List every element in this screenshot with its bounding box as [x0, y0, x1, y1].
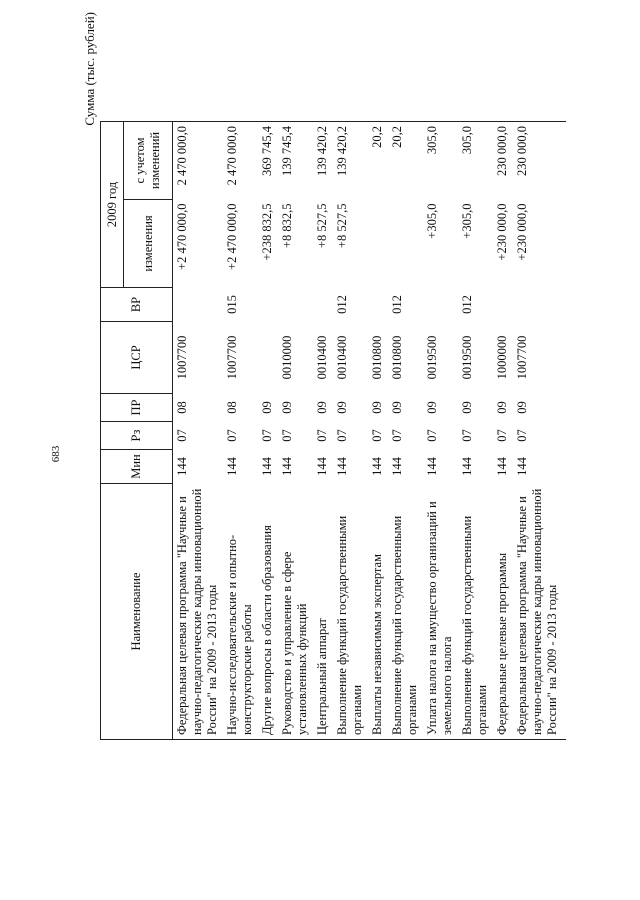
- cell-name: Федеральная целевая программа "Научные и научно-педагогические кадры инновационной России" на 2009 - 2013 годы: [513, 484, 566, 740]
- cell-total: 139 745,4: [278, 121, 313, 199]
- cell-min: 144: [390, 457, 404, 476]
- cell-change: +238 832,5: [260, 203, 274, 261]
- cell-total: 369 745,4: [258, 121, 278, 199]
- cell-pr: 09: [335, 401, 349, 414]
- cell-change: +230 000,0: [515, 203, 529, 261]
- cell-vr: [173, 288, 224, 322]
- header-year: 2009 год: [101, 121, 124, 287]
- cell-vr: [258, 288, 278, 322]
- cell-rz: 07: [390, 429, 404, 442]
- header-changes: изменения: [124, 200, 173, 288]
- cell-min: 144: [225, 457, 239, 476]
- cell-min: 144: [495, 457, 509, 476]
- cell-name: Федеральная целевая программа "Научные и научно-педагогические кадры инновационной России" на 2009 - 2013 годы: [173, 484, 224, 740]
- cell-total: 230 000,0: [513, 121, 566, 199]
- cell-vr: [278, 288, 313, 322]
- cell-min: 144: [315, 457, 329, 476]
- cell-csr: 0010400: [335, 335, 349, 380]
- cell-rz: 07: [370, 429, 384, 442]
- cell-pr: 08: [225, 401, 239, 414]
- header-csr: ЦСР: [101, 322, 173, 394]
- table-row: [333, 121, 368, 739]
- cell-vr: 012: [460, 295, 474, 314]
- cell-pr: 09: [390, 401, 404, 414]
- cell-change: [388, 200, 423, 288]
- cell-total: 305,0: [423, 121, 458, 199]
- cell-change: +2 470 000,0: [175, 203, 189, 270]
- cell-vr: [313, 288, 333, 322]
- cell-total: 230 000,0: [493, 121, 513, 199]
- cell-total: 20,2: [388, 121, 423, 199]
- cell-pr: 08: [175, 401, 189, 414]
- cell-total: 139 420,2: [333, 121, 368, 199]
- table-row: [173, 121, 224, 739]
- cell-change: +8 832,5: [280, 203, 294, 249]
- cell-pr: 09: [460, 401, 474, 414]
- cell-total: 2 470 000,0: [173, 121, 224, 199]
- table-row: [223, 121, 258, 739]
- cell-rz: 07: [515, 429, 529, 442]
- table-row: [513, 121, 566, 739]
- cell-csr: 1007700: [515, 335, 529, 380]
- cell-name: Научно-исследовательские и опытно-конструкторские работы: [223, 484, 258, 740]
- cell-name: Выполнение функций государственными органами: [333, 484, 368, 740]
- cell-csr: 0019500: [425, 335, 439, 380]
- cell-pr: 09: [280, 401, 294, 414]
- budget-table: [100, 121, 566, 740]
- cell-min: 144: [260, 457, 274, 476]
- rotated-page: [80, 0, 640, 900]
- cell-min: 144: [425, 457, 439, 476]
- cell-csr: 1007700: [225, 335, 239, 380]
- cell-change: +8 527,5: [335, 203, 349, 249]
- cell-name: Выплаты независимым экспертам: [368, 484, 388, 740]
- cell-name: Центральный аппарат: [313, 484, 333, 740]
- cell-rz: 07: [280, 429, 294, 442]
- cell-csr: [258, 322, 278, 394]
- cell-change: +305,0: [460, 203, 474, 239]
- cell-pr: 09: [315, 401, 329, 414]
- cell-total: 2 470 000,0: [223, 121, 258, 199]
- cell-pr: 09: [260, 401, 274, 414]
- cell-name: Федеральные целевые программы: [493, 484, 513, 740]
- cell-vr: 012: [335, 295, 349, 314]
- cell-csr: 0010800: [390, 335, 404, 380]
- cell-rz: 07: [460, 429, 474, 442]
- cell-pr: 09: [515, 401, 529, 414]
- cell-change: [368, 200, 388, 288]
- cell-min: 144: [175, 457, 189, 476]
- table-row: [493, 121, 513, 739]
- table-row: [388, 121, 423, 739]
- cell-min: 144: [370, 457, 384, 476]
- cell-csr: 0010400: [315, 335, 329, 380]
- header-min: Мин: [101, 450, 173, 484]
- table-row: [458, 121, 493, 739]
- cell-change: +2 470 000,0: [225, 203, 239, 270]
- header-vr: ВР: [101, 288, 173, 322]
- cell-pr: 09: [370, 401, 384, 414]
- cell-change: +230 000,0: [495, 203, 509, 261]
- cell-csr: 0010000: [280, 335, 294, 380]
- cell-name: Выполнение функций государственными органами: [388, 484, 423, 740]
- page-number: 683: [50, 445, 62, 463]
- cell-min: 144: [335, 457, 349, 476]
- table-row: [278, 121, 313, 739]
- cell-change: +305,0: [425, 203, 439, 239]
- cell-vr: [513, 288, 566, 322]
- header-with-changes: с учетом изменений: [124, 121, 173, 199]
- cell-change: +8 527,5: [315, 203, 329, 249]
- cell-rz: 07: [335, 429, 349, 442]
- cell-min: 144: [280, 457, 294, 476]
- cell-pr: 09: [425, 401, 439, 414]
- table-row: [258, 121, 278, 739]
- cell-total: 305,0: [458, 121, 493, 199]
- cell-rz: 07: [260, 429, 274, 442]
- cell-csr: 0019500: [460, 335, 474, 380]
- cell-name: Руководство и управление в сфере установленных функций: [278, 484, 313, 740]
- units-label: Сумма (тыс. рублей): [82, 12, 97, 126]
- table-row: [368, 121, 388, 739]
- table-row: [313, 121, 333, 739]
- cell-rz: 07: [315, 429, 329, 442]
- cell-vr: [368, 288, 388, 322]
- cell-min: 144: [460, 457, 474, 476]
- cell-total: 139 420,2: [313, 121, 333, 199]
- cell-vr: [493, 288, 513, 322]
- header-pr: ПР: [101, 394, 173, 422]
- cell-name: Другие вопросы в области образования: [258, 484, 278, 740]
- table-row: [423, 121, 458, 739]
- cell-name: Уплата налога на имущество организаций и земельного налога: [423, 484, 458, 740]
- cell-min: 144: [515, 457, 529, 476]
- cell-rz: 07: [495, 429, 509, 442]
- cell-vr: [423, 288, 458, 322]
- cell-vr: 015: [225, 295, 239, 314]
- header-rz: Рз: [101, 422, 173, 450]
- cell-vr: 012: [390, 295, 404, 314]
- cell-csr: 1007700: [175, 335, 189, 380]
- cell-total: 20,2: [368, 121, 388, 199]
- header-name: Наименование: [101, 484, 173, 740]
- cell-rz: 07: [425, 429, 439, 442]
- cell-csr: 1000000: [495, 335, 509, 380]
- cell-csr: 0010800: [370, 335, 384, 380]
- cell-rz: 07: [225, 429, 239, 442]
- cell-pr: 09: [495, 401, 509, 414]
- cell-name: Выполнение функций государственными органами: [458, 484, 493, 740]
- cell-rz: 07: [175, 429, 189, 442]
